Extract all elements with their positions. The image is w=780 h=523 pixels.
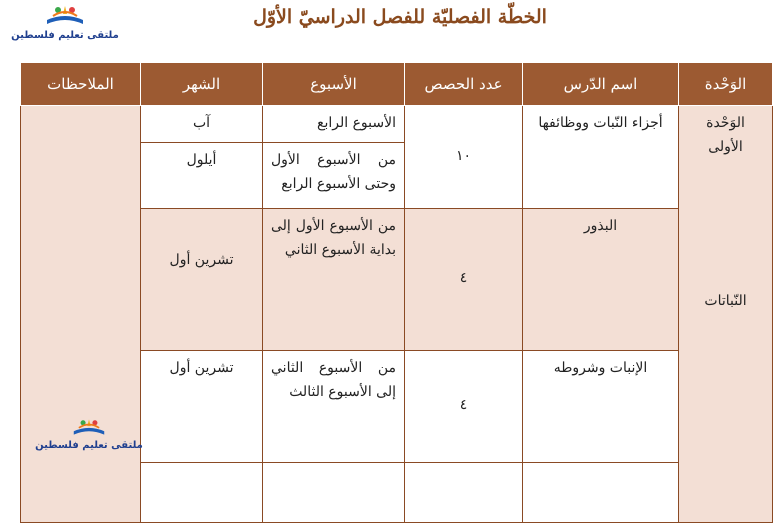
header-lesson: اسم الدّرس [523,63,679,106]
week-cell: من الأسبوع الأول وحتى الأسبوع الرابع [263,142,405,208]
table-row [21,106,773,143]
week-cell [263,462,405,522]
lesson-cell: البذور [523,208,679,350]
site-logo-watermark [35,416,143,451]
lesson-cell [523,462,679,522]
unit-second-label: النّباتات [704,292,747,309]
month-cell [141,462,263,522]
week-cell: من الأسبوع الأول إلى بداية الأسبوع الثاني [263,208,405,350]
sessions-cell: ٤ [405,350,523,462]
semester-plan-table [20,62,773,523]
week-cell: من الأسبوع الثاني إلى الأسبوع الثالث [263,350,405,462]
logo-caption: ملتقى تعليم فلسطين [35,440,143,451]
sessions-cell: ٤ [405,208,523,350]
page-title: الخطّة الفصليّة للفصل الدراسيّ الأوّل [253,6,547,28]
month-label: تشرين أول [169,251,234,268]
lesson-cell: الإنبات وشروطه [523,350,679,462]
sessions-cell: ١٠ [405,106,523,209]
notes-cell [21,106,141,523]
table-header-row [21,63,773,106]
week-cell: الأسبوع الرابع [263,106,405,143]
month-cell: أيلول [141,142,263,208]
book-logo-icon [72,416,106,438]
sessions-cell [405,462,523,522]
header-month: الشهر [141,63,263,106]
header-week: الأسبوع [263,63,405,106]
month-cell [141,208,263,350]
logo-caption: ملتقى تعليم فلسطين [11,30,119,41]
book-logo-icon [45,2,85,28]
unit-cell [679,106,773,523]
header-sessions: عدد الحصص [405,63,523,106]
unit-first-label: الوَحْدة الأولى [706,115,745,155]
month-cell: آب [141,106,263,143]
lesson-cell: أجزاء النّبات ووظائفها [523,106,679,209]
header-unit: الوَحْدة [679,63,773,106]
site-logo [6,2,124,41]
header-notes: الملاحظات [21,63,141,106]
month-cell: تشرين أول [141,350,263,462]
